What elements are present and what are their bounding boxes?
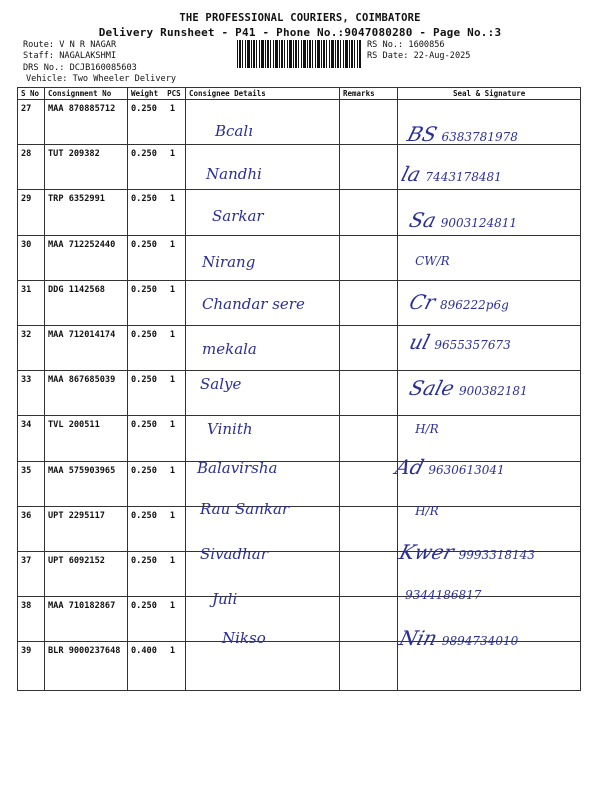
consignee-handwritten-name: Bcalı — [215, 122, 253, 140]
signature-entry — [406, 330, 511, 354]
signature-phone: 9894734010 — [441, 634, 519, 648]
pcs-value: 1 — [169, 194, 175, 205]
sno-cell: 35 — [18, 461, 45, 506]
weight-pcs-cell — [128, 190, 186, 235]
pcs-value: 1 — [169, 104, 175, 114]
staff-text: Staff: NAGALAKSHMI — [23, 51, 117, 61]
signature-mark: Kwer — [396, 540, 457, 564]
signature-mark: la — [398, 162, 424, 186]
consignment-cell: DDG 1142568 — [45, 280, 128, 325]
sno-cell: 33 — [18, 371, 45, 416]
weight-pcs-cell — [128, 280, 186, 325]
consignee-handwritten-name: mekala — [202, 340, 257, 358]
remarks-cell — [340, 371, 398, 416]
signature-phone: 9655357673 — [434, 338, 511, 352]
consignment-cell: MAA 870885712 — [45, 100, 128, 145]
consignment-cell: MAA 712252440 — [45, 235, 128, 280]
signature-entry — [396, 626, 519, 650]
signature-phone: 9344186817 — [405, 588, 482, 602]
consignee-handwritten-name: Salye — [200, 375, 242, 393]
remarks-cell — [340, 416, 398, 461]
signature-phone: 896222p6g — [439, 298, 509, 312]
weight-pcs-cell — [128, 461, 186, 506]
consignee-handwritten-name: Sivadhar — [200, 545, 268, 563]
remarks-cell — [340, 190, 398, 235]
weight-pcs-cell — [128, 325, 186, 370]
weight-pcs-cell — [128, 416, 186, 461]
rs-date: RS Date: 22-Aug-2025 — [367, 51, 471, 61]
consignment-cell: TVL 200511 — [45, 416, 128, 461]
sno-cell: 31 — [18, 280, 45, 325]
col-remarks-header: Remarks — [340, 88, 398, 100]
sno-cell: 39 — [18, 642, 45, 691]
weight-value: 0.250 — [131, 329, 157, 340]
consignee-handwritten-name: Sarkar — [212, 207, 264, 225]
signature-mark: ul — [406, 330, 433, 354]
consignee-handwritten-name: Nandhi — [206, 165, 262, 183]
signature-entry — [406, 376, 528, 400]
signature-phone: 6383781978 — [441, 130, 518, 144]
consignee-handwritten-name: Juli — [212, 590, 238, 608]
consignment-cell: UPT 2295117 — [45, 506, 128, 551]
consignment-cell: UPT 6092152 — [45, 551, 128, 596]
barcode — [237, 40, 361, 68]
signature-entry — [410, 250, 450, 269]
remarks-cell — [340, 235, 398, 280]
signature-entry — [410, 500, 439, 519]
weight-value: 0.400 — [131, 646, 157, 657]
signature-mark: Sale — [406, 376, 458, 400]
weight-pcs-cell — [128, 100, 186, 145]
signature-entry — [406, 290, 509, 314]
sno-cell: 32 — [18, 325, 45, 370]
remarks-cell — [340, 100, 398, 145]
signature-phone: 900382181 — [458, 384, 528, 398]
consignment-cell: MAA 867685039 — [45, 371, 128, 416]
sno-cell: 27 — [18, 100, 45, 145]
signature-entry — [396, 540, 535, 564]
col-sno-header: S No — [18, 88, 45, 100]
consignee-cell — [186, 100, 340, 145]
weight-pcs-cell — [128, 371, 186, 416]
sno-cell: 28 — [18, 145, 45, 190]
remarks-cell — [340, 461, 398, 506]
signature-entry — [406, 208, 518, 232]
weight-value: 0.250 — [131, 510, 157, 521]
rs-number: RS No.: 1600856 — [367, 40, 445, 50]
sno-cell: 29 — [18, 190, 45, 235]
signature-phone: 9630613041 — [428, 463, 505, 477]
signature-mark: Nin — [396, 626, 440, 650]
col-consignee-header: Consignee Details — [186, 88, 340, 100]
pcs-value: 1 — [169, 646, 175, 657]
weight-value: 0.250 — [131, 104, 157, 114]
consignment-cell: BLR 9000237648 — [45, 642, 128, 691]
signature-phone: 9003124811 — [440, 216, 518, 230]
weight-value: 0.250 — [131, 239, 157, 250]
consignee-handwritten-name: Nikso — [222, 629, 266, 647]
table-row — [18, 235, 581, 280]
signature-phone: 7443178481 — [425, 170, 502, 184]
remarks-cell — [340, 551, 398, 596]
signature-phone: 9993318143 — [458, 548, 535, 562]
sno-cell: 37 — [18, 551, 45, 596]
weight-value: 0.250 — [131, 375, 157, 386]
consignment-cell: MAA 710182867 — [45, 597, 128, 642]
pcs-value: 1 — [169, 510, 175, 521]
remarks-cell — [340, 145, 398, 190]
remarks-cell — [340, 642, 398, 691]
weight-value: 0.250 — [131, 420, 157, 431]
pcs-value: 1 — [169, 284, 175, 295]
sno-cell: 34 — [18, 416, 45, 461]
signature-mark: Sa — [406, 208, 439, 232]
weight-value: 0.250 — [131, 194, 157, 205]
consignee-handwritten-name: Balavirsha — [197, 459, 278, 477]
signature-entry — [392, 455, 505, 479]
signature-entry — [410, 418, 439, 437]
weight-value: 0.250 — [131, 284, 157, 295]
signature-entry — [404, 122, 518, 146]
runsheet-title: THE PROFESSIONAL COURIERS, COIMBATORE — [179, 12, 421, 24]
weight-pcs-cell — [128, 551, 186, 596]
weight-pcs-cell — [128, 145, 186, 190]
vehicle-text: Vehicle: Two Wheeler Delivery — [26, 74, 177, 84]
pcs-value: 1 — [169, 601, 175, 612]
col-weight-pcs-header: Weight PCS — [128, 88, 186, 100]
signature-mark: Ad — [392, 455, 427, 479]
signature-phone: CW/R — [415, 254, 450, 268]
weight-pcs-cell — [128, 642, 186, 691]
sno-cell: 30 — [18, 235, 45, 280]
sno-cell: 38 — [18, 597, 45, 642]
pcs-value: 1 — [169, 329, 175, 340]
pcs-value: 1 — [169, 465, 175, 476]
consignee-handwritten-name: Rau Sankar — [200, 500, 290, 518]
pcs-value: 1 — [169, 239, 175, 250]
consignee-handwritten-name: Chandar sere — [202, 295, 305, 313]
pcs-value: 1 — [169, 149, 175, 160]
weight-value: 0.250 — [131, 465, 157, 476]
pcs-value: 1 — [169, 420, 175, 431]
consignment-cell: TRP 6352991 — [45, 190, 128, 235]
remarks-cell — [340, 506, 398, 551]
route-text: Route: V N R NAGAR — [23, 40, 117, 50]
consignee-handwritten-name: Nirang — [202, 253, 256, 271]
drs-number: DRS No.: DCJB160085603 — [23, 63, 137, 73]
pcs-value: 1 — [169, 555, 175, 566]
col-consignment-header: Consignment No — [45, 88, 128, 100]
consignment-cell: TUT 209382 — [45, 145, 128, 190]
col-seal-header: Seal & Signature — [398, 88, 581, 100]
remarks-cell — [340, 325, 398, 370]
consignment-cell: MAA 575903965 — [45, 461, 128, 506]
remarks-cell — [340, 597, 398, 642]
weight-value: 0.250 — [131, 555, 157, 566]
remarks-cell — [340, 280, 398, 325]
table-header-row — [18, 88, 581, 100]
sno-cell: 36 — [18, 506, 45, 551]
weight-value: 0.250 — [131, 149, 157, 160]
signature-entry — [398, 162, 502, 186]
weight-value: 0.250 — [131, 601, 157, 612]
consignment-cell: MAA 712014174 — [45, 325, 128, 370]
weight-pcs-cell — [128, 235, 186, 280]
signature-mark: BS — [404, 122, 440, 146]
pcs-value: 1 — [169, 375, 175, 386]
signature-mark: Cr — [406, 290, 439, 314]
runsheet-subtitle: Delivery Runsheet - P41 - Phone No.:9047080280 - Page No.:3 — [98, 26, 502, 39]
weight-pcs-cell — [128, 597, 186, 642]
signature-entry — [400, 584, 481, 603]
signature-phone: H/R — [415, 422, 439, 436]
consignee-cell — [186, 642, 340, 691]
consignee-handwritten-name: Vinith — [207, 420, 253, 438]
signature-phone: H/R — [415, 504, 439, 518]
weight-pcs-cell — [128, 506, 186, 551]
